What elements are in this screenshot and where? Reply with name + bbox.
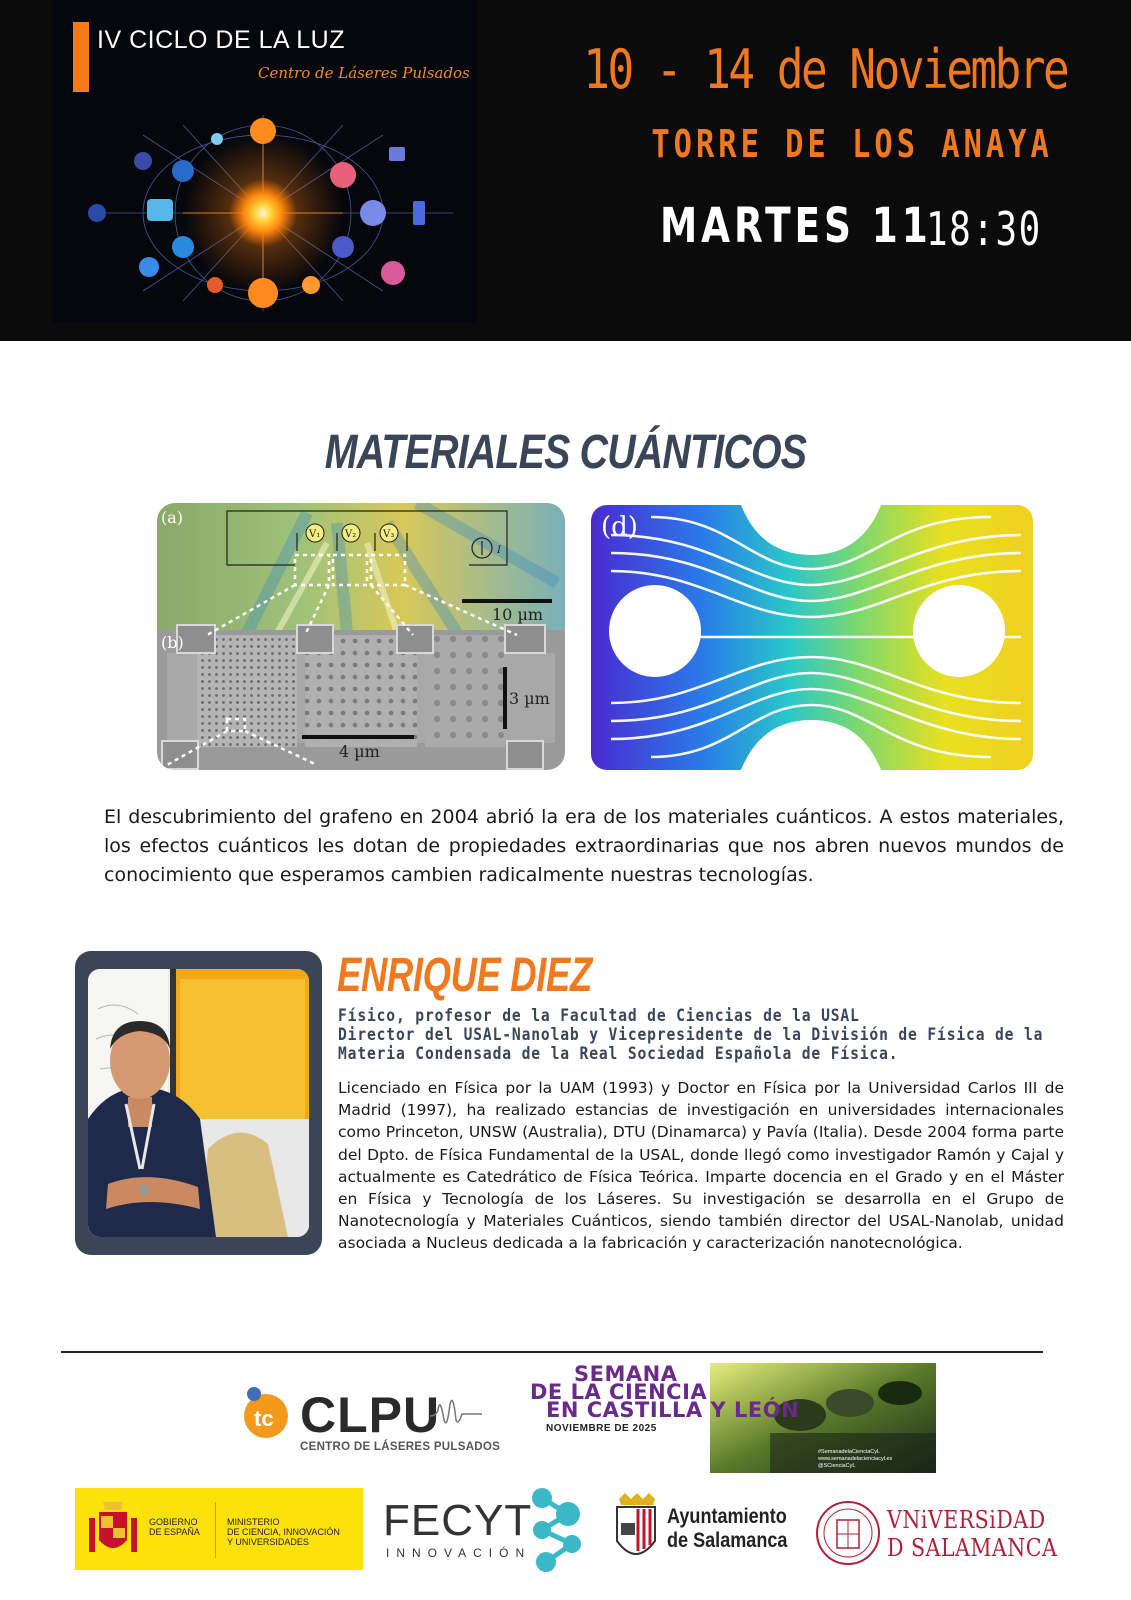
event-dates: 10 - 14 de Noviembre <box>583 38 1067 101</box>
current-label: I <box>497 545 501 556</box>
ayuntamiento-salamanca-logo <box>613 1493 793 1569</box>
gobierno-line-2: DE ESPAÑA <box>149 1527 200 1537</box>
ministerio-line-2: DE CIENCIA, INNOVACIÓN <box>227 1527 340 1537</box>
talk-title: MATERIALES CUÁNTICOS <box>324 426 807 479</box>
event-time: 18:30 <box>926 202 1042 256</box>
usal-line-1: VNiVERSiDAD <box>887 1506 1046 1534</box>
voltage-label-3: V₃ <box>383 529 395 540</box>
event-venue: TORRE DE LOS ANAYA <box>651 122 1053 166</box>
semana-ciencia-logo <box>530 1363 936 1473</box>
usal-line-2: D SALAMANCA <box>887 1534 1058 1562</box>
speaker-photo <box>88 969 309 1237</box>
scale-3um: 3 µm <box>509 689 550 708</box>
light-network-illustration <box>53 95 477 323</box>
panel-label-d: (d) <box>601 512 638 542</box>
svg-text:tc: tc <box>254 1406 274 1431</box>
speaker-role-line: Director del USAL-Nanolab y Vicepresidente de la División de Física de la <box>338 1025 1044 1045</box>
semana-hashtags <box>818 1449 892 1470</box>
footer-divider <box>61 1351 1043 1353</box>
ministerio-line-3: Y UNIVERSIDADES <box>227 1537 309 1547</box>
gobierno-separator <box>215 1502 216 1558</box>
clpu-logo <box>242 1378 501 1456</box>
voltage-label-1: V₁ <box>309 529 321 540</box>
semana-hashtag: #SemanadelaCienciaCyL <box>818 1449 881 1455</box>
current-flow-simulation-figure <box>591 505 1033 770</box>
semana-line-2: DE LA CIENCIA <box>530 1380 708 1404</box>
banner-subtitle: Centro de Láseres Pulsados <box>258 64 470 82</box>
header <box>0 0 1131 341</box>
semana-handle: @SCienciaCyL <box>818 1463 856 1469</box>
semana-line-1: SEMANA <box>574 1363 678 1386</box>
banner-accent-bar <box>73 22 89 92</box>
salamanca-shield-icon <box>613 1493 659 1567</box>
pulse-wave-icon <box>430 1390 482 1430</box>
scale-10um: 10 µm <box>492 605 544 624</box>
talk-description: El descubrimiento del grafeno en 2004 abrió la era de los materiales cuánticos. A estos materiales, los efectos cuánticos les dotan de propiedades extraordinarias que nos abren nuevos mundos de conocimiento que esperamos cambien radicalmente nuestras tecnologías. <box>104 806 1064 886</box>
speaker-bio: Licenciado en Física por la UAM (1993) y Doctor en Física por la Universidad Carlos III de Madrid (1997), ha realizado estancias de investigación en universidades internacionales como Princeton, UNSW (Australia), DTU (Dinamarca) y Pavía (Italia). Desde 2004 forma parte del Dpto. de Física Fundamental de la USAL, donde llegó como investigador Ramón y Cajal y actualmente es Catedrático de Física Teórica. Imparte docencia en el Grado y en el Máster en Física y Tecnología de los Láseres. Su investigación se desarrolla en el Grupo de Nanotecnología y Materiales Cuánticos, siendo también director del USAL-Nanolab, unidad asociada a Nucleus dedicada a la fabricación y caracterización nanotecnológica. <box>338 1079 1064 1253</box>
gobierno-espana-logo <box>75 1488 363 1570</box>
fecyt-logo <box>383 1480 593 1580</box>
device-micrograph-figure <box>157 503 565 770</box>
speaker-role-line: Físico, profesor de la Facultad de Ciencias de la USAL <box>338 1006 860 1026</box>
panel-label-a: (a) <box>161 508 184 527</box>
universidad-salamanca-logo <box>815 1500 1060 1570</box>
semana-month: NOVIEMBRE DE 2025 <box>546 1423 657 1434</box>
ayuntamiento-line-2: de Salamanca <box>667 1529 788 1552</box>
semana-website: www.semanadelacienciacyl.es <box>818 1456 893 1462</box>
spain-coat-of-arms-icon <box>85 1498 141 1560</box>
gobierno-line-1: GOBIERNO <box>149 1517 198 1527</box>
fecyt-subtitle: INNOVACIÓN <box>386 1546 532 1560</box>
fecyt-wordmark: FECYT <box>383 1496 533 1545</box>
semana-line-3: EN CASTILLA Y LEÓN <box>546 1398 800 1422</box>
banner-title: IV CICLO DE LA LUZ <box>97 26 345 54</box>
clpu-subtitle: CENTRO DE LÁSERES PULSADOS <box>300 1441 501 1453</box>
panel-label-b: (b) <box>161 633 184 652</box>
speaker-photo-frame <box>75 951 322 1255</box>
speaker-role-line: Materia Condensada de la Real Sociedad Española de Física. <box>338 1044 899 1064</box>
speaker-name: ENRIQUE DIEZ <box>337 949 592 1002</box>
ayuntamiento-line-1: Ayuntamiento <box>667 1505 787 1528</box>
clpu-wordmark: CLPU <box>300 1387 441 1443</box>
clpu-emblem-icon <box>242 1384 298 1444</box>
voltage-label-2: V₂ <box>345 529 357 540</box>
usal-seal-icon <box>815 1500 881 1566</box>
scale-4um: 4 µm <box>339 742 380 761</box>
fecyt-molecule-icon <box>528 1484 590 1576</box>
event-banner <box>53 0 477 323</box>
event-day: MARTES 11 <box>660 198 932 254</box>
ministerio-line-1: MINISTERIO <box>227 1517 280 1527</box>
